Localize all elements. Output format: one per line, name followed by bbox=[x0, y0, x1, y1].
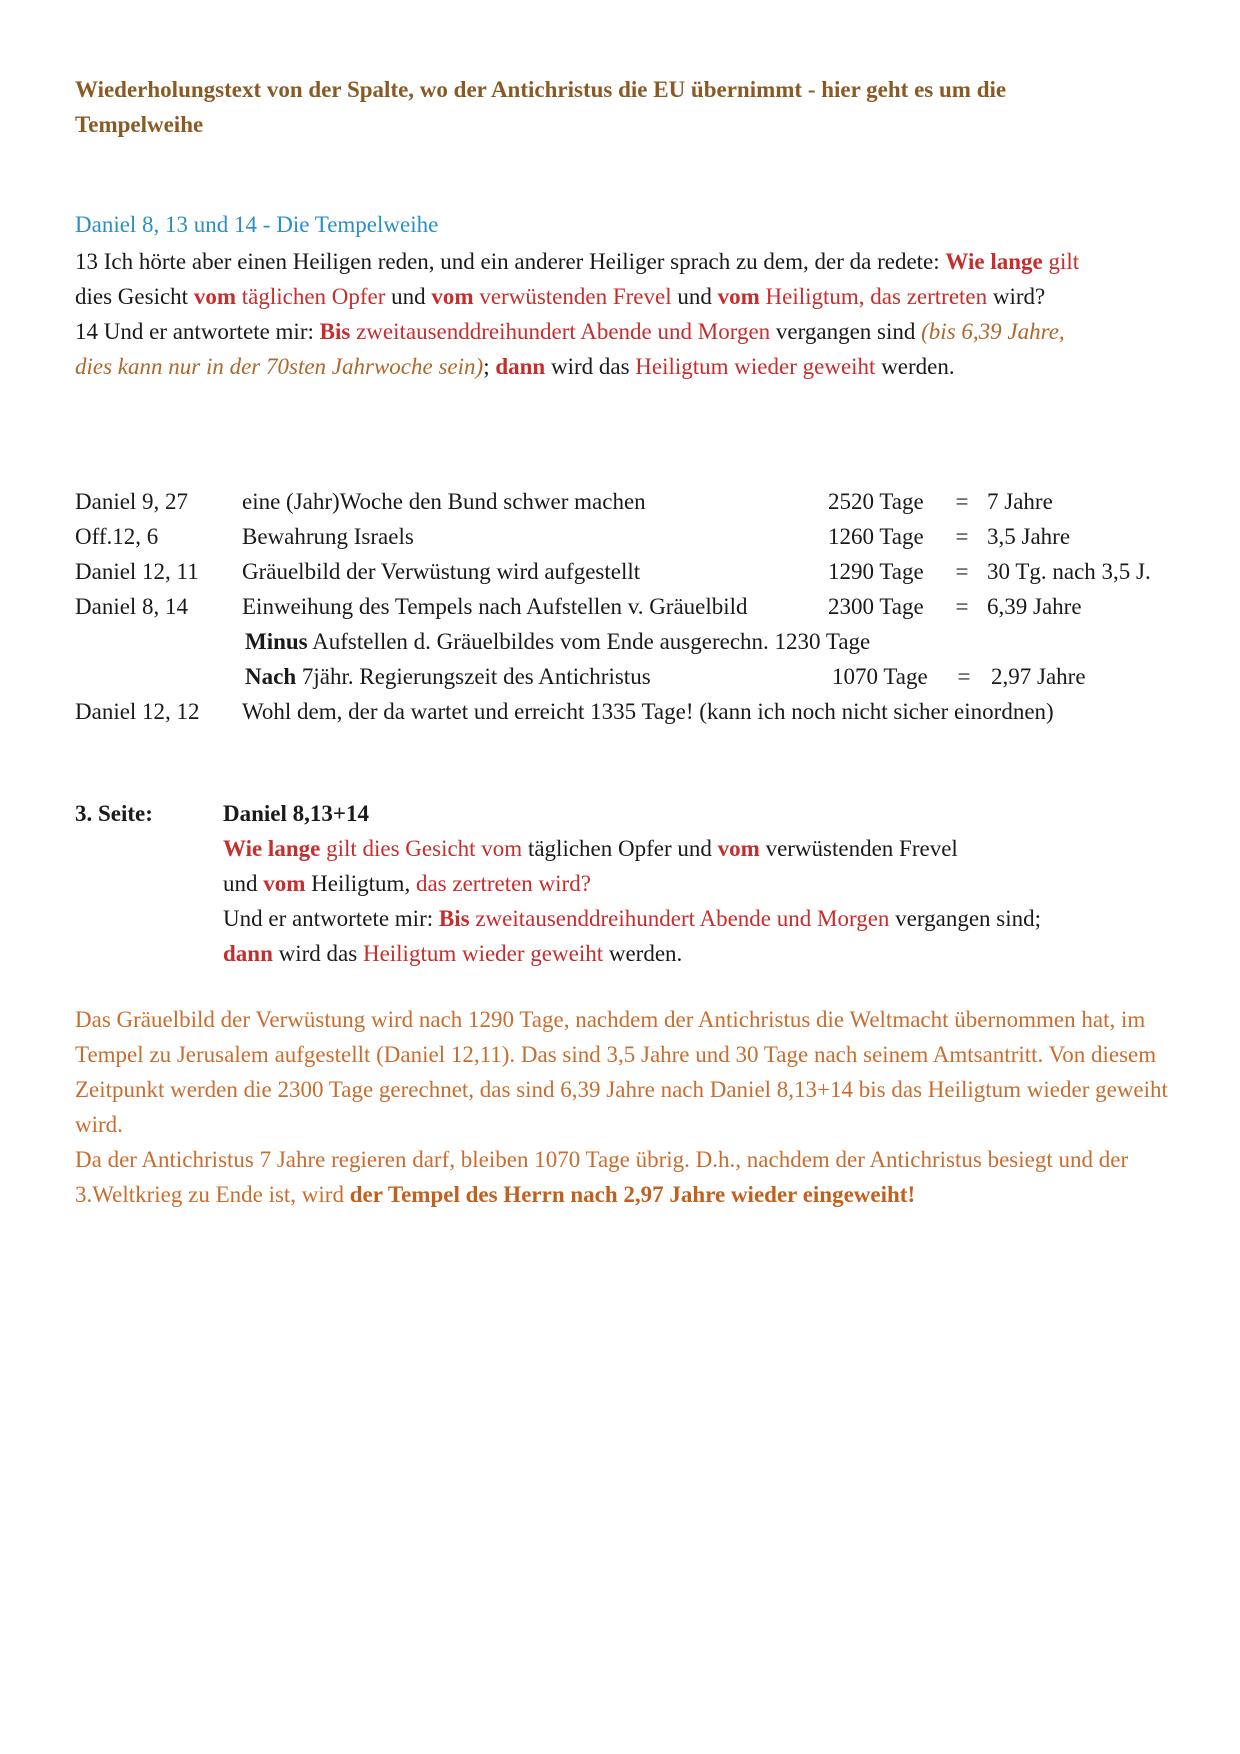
table-row-nach bbox=[75, 659, 1151, 694]
seite-highlight: das zertreten wird? bbox=[415, 871, 591, 896]
seite-highlight: Wie lange bbox=[223, 836, 321, 861]
verse14-note: (bis 6,39 Jahre, bbox=[921, 319, 1065, 344]
table-cell-text: Gräuelbild der Verwüstung wird aufgestellt bbox=[242, 559, 641, 584]
table-cell-text: Wohl dem, der da wartet und erreicht 1335 Tage! (kann ich noch nicht sicher einordnen) bbox=[242, 699, 1054, 724]
table-cell-years: 30 Tg. nach 3,5 J. bbox=[987, 559, 1151, 584]
seite-text: Heiligtum, bbox=[305, 871, 416, 896]
table-row bbox=[75, 694, 1151, 729]
table-cell-ref: Daniel 12, 12 bbox=[75, 699, 200, 724]
seite-text: wird das bbox=[272, 941, 363, 966]
document-heading: Wiederholungstext von der Spalte, wo der Antichristus die EU übernimmt - hier geht es um die Tempelweihe bbox=[75, 77, 1007, 137]
table-cell-years: 2,97 Jahre bbox=[991, 664, 1086, 689]
verse13-text: dies Gesicht bbox=[75, 284, 194, 309]
table-cell-equals: = bbox=[955, 524, 969, 549]
seite-highlight: zweitausenddreihundert Abende und Morgen bbox=[469, 906, 890, 931]
table-cell-days: 2300 Tage bbox=[828, 594, 924, 619]
seite-body bbox=[223, 796, 1173, 971]
verse14-line1 bbox=[75, 314, 1195, 349]
table-row-minus bbox=[75, 624, 1151, 659]
seite-title: Daniel 8,13+14 bbox=[223, 801, 369, 826]
nach-label: Nach bbox=[245, 664, 297, 689]
verse13-highlight: vom bbox=[193, 284, 236, 309]
seite-text: werden. bbox=[603, 941, 683, 966]
table-cell-years: 3,5 Jahre bbox=[987, 524, 1071, 549]
table-cell-nach bbox=[242, 659, 828, 694]
table-cell-years: 6,39 Jahre bbox=[987, 594, 1082, 619]
seite-text: Und er antwortete mir: bbox=[223, 906, 439, 931]
verse13-highlight: gilt bbox=[1042, 249, 1080, 274]
verse14-text: vergangen sind bbox=[770, 319, 922, 344]
verse13-text: und bbox=[671, 284, 718, 309]
table-cell-ref: Daniel 8, 14 bbox=[75, 594, 189, 619]
closing-text: Da der Antichristus 7 Jahre regieren darf, bleiben 1070 Tage übrig. D.h., nachdem der Antichristus besiegt und der 3.Weltkrieg zu Ende ist, wird bbox=[75, 1147, 1129, 1207]
table-cell-minus bbox=[242, 624, 1151, 659]
verse14-text: ; bbox=[483, 354, 496, 379]
verse14-highlight: Bis bbox=[319, 319, 351, 344]
table-cell-days: 1070 Tage bbox=[832, 664, 928, 689]
verse13-highlight: Heiligtum, das zertreten bbox=[759, 284, 988, 309]
verse13-highlight: täglichen Opfer bbox=[235, 284, 386, 309]
verse14-text: wird das bbox=[545, 354, 636, 379]
closing-paragraph-1: Das Gräuelbild der Verwüstung wird nach 1290 Tage, nachdem der Antichristus die Weltmacht übernommen hat, im Tempel zu Jerusalem aufgestellt (Daniel 12,11). Das sind 3,5 Jahre und 30 Tage nach seinem Amtsantritt. Von diesem Zeitpunkt werden die 2300 Tage gerechnet, das sind 6,39 Jahre nach Daniel 8,13+14 bis das Heiligtum wieder geweiht wird. bbox=[75, 1007, 1168, 1137]
closing-paragraph-2 bbox=[75, 1142, 1185, 1212]
table-cell-equals: = bbox=[957, 664, 971, 689]
table-cell-days: 1260 Tage bbox=[828, 524, 924, 549]
table-row bbox=[75, 554, 1151, 589]
seite-label: 3. Seite: bbox=[75, 801, 153, 826]
seite-line2 bbox=[223, 866, 1173, 901]
verse13-highlight: verwüstenden Frevel bbox=[473, 284, 672, 309]
seite-text: verwüstenden Frevel bbox=[759, 836, 958, 861]
table-cell-text: Bewahrung Israels bbox=[242, 524, 414, 549]
closing-emphasis: der Tempel des Herrn nach 2,97 Jahre wieder eingeweiht! bbox=[349, 1182, 916, 1207]
seite-highlight: vom bbox=[717, 836, 760, 861]
verse13-text: wird? bbox=[987, 284, 1046, 309]
verse13-highlight: Wie lange bbox=[945, 249, 1043, 274]
verse13-text: und bbox=[385, 284, 432, 309]
table-row bbox=[75, 484, 1151, 519]
closing-paragraphs bbox=[75, 1002, 1185, 1212]
table-cell-text: eine (Jahr)Woche den Bund schwer machen bbox=[242, 489, 646, 514]
verse13-text: 13 Ich hörte aber einen Heiligen reden, und ein anderer Heiliger sprach zu dem, der da redete: bbox=[75, 249, 946, 274]
verse14-highlight: zweitausenddreihundert Abende und Morgen bbox=[350, 319, 771, 344]
table-cell-years: 7 Jahre bbox=[987, 489, 1053, 514]
seite-text: und bbox=[223, 871, 264, 896]
table-cell-ref: Off.12, 6 bbox=[75, 524, 159, 549]
timeline-table bbox=[75, 484, 1151, 729]
section-title: Daniel 8, 13 und 14 - Die Tempelweihe bbox=[75, 212, 439, 237]
table-cell-days: 1290 Tage bbox=[828, 559, 924, 584]
seite-line3 bbox=[223, 901, 1173, 936]
table-cell-equals: = bbox=[955, 489, 969, 514]
verse14-highlight: dann bbox=[495, 354, 546, 379]
table-row bbox=[75, 519, 1151, 554]
verse13-line2 bbox=[75, 279, 1195, 314]
table-row bbox=[75, 589, 1151, 624]
table-cell-equals: = bbox=[955, 559, 969, 584]
verse13-highlight: vom bbox=[431, 284, 474, 309]
verse14-text: werden. bbox=[875, 354, 955, 379]
seite-highlight: gilt dies Gesicht vom bbox=[320, 836, 523, 861]
verse13-highlight: vom bbox=[717, 284, 760, 309]
nach-text: 7jähr. Regierungszeit des Antichristus bbox=[296, 664, 651, 689]
seite-highlight: Heiligtum wieder geweiht bbox=[362, 941, 604, 966]
table-cell-text: Einweihung des Tempels nach Aufstellen v. Gräuelbild bbox=[242, 594, 748, 619]
verse13-line1 bbox=[75, 244, 1195, 279]
seite-highlight: dann bbox=[223, 941, 273, 966]
minus-text: Aufstellen d. Gräuelbildes vom Ende ausgerechn. 1230 Tage bbox=[307, 629, 871, 654]
verse14-line2 bbox=[75, 349, 1195, 384]
table-cell-days: 2520 Tage bbox=[828, 489, 924, 514]
verse14-text: 14 Und er antwortete mir: bbox=[75, 319, 320, 344]
verse-block bbox=[75, 244, 1195, 384]
seite-highlight: vom bbox=[263, 871, 306, 896]
minus-label: Minus bbox=[245, 629, 308, 654]
seite-text: täglichen Opfer und bbox=[522, 836, 718, 861]
table-cell-ref: Daniel 12, 11 bbox=[75, 559, 199, 584]
seite-line4 bbox=[223, 936, 1173, 971]
table-cell-equals: = bbox=[955, 594, 969, 619]
seite-line1 bbox=[223, 831, 1173, 866]
verse14-note: dies kann nur in der 70sten Jahrwoche sein) bbox=[75, 354, 484, 379]
table-cell-ref: Daniel 9, 27 bbox=[75, 489, 189, 514]
verse14-highlight: Heiligtum wieder geweiht bbox=[635, 354, 876, 379]
seite-text: vergangen sind; bbox=[889, 906, 1042, 931]
seite-highlight: Bis bbox=[438, 906, 470, 931]
